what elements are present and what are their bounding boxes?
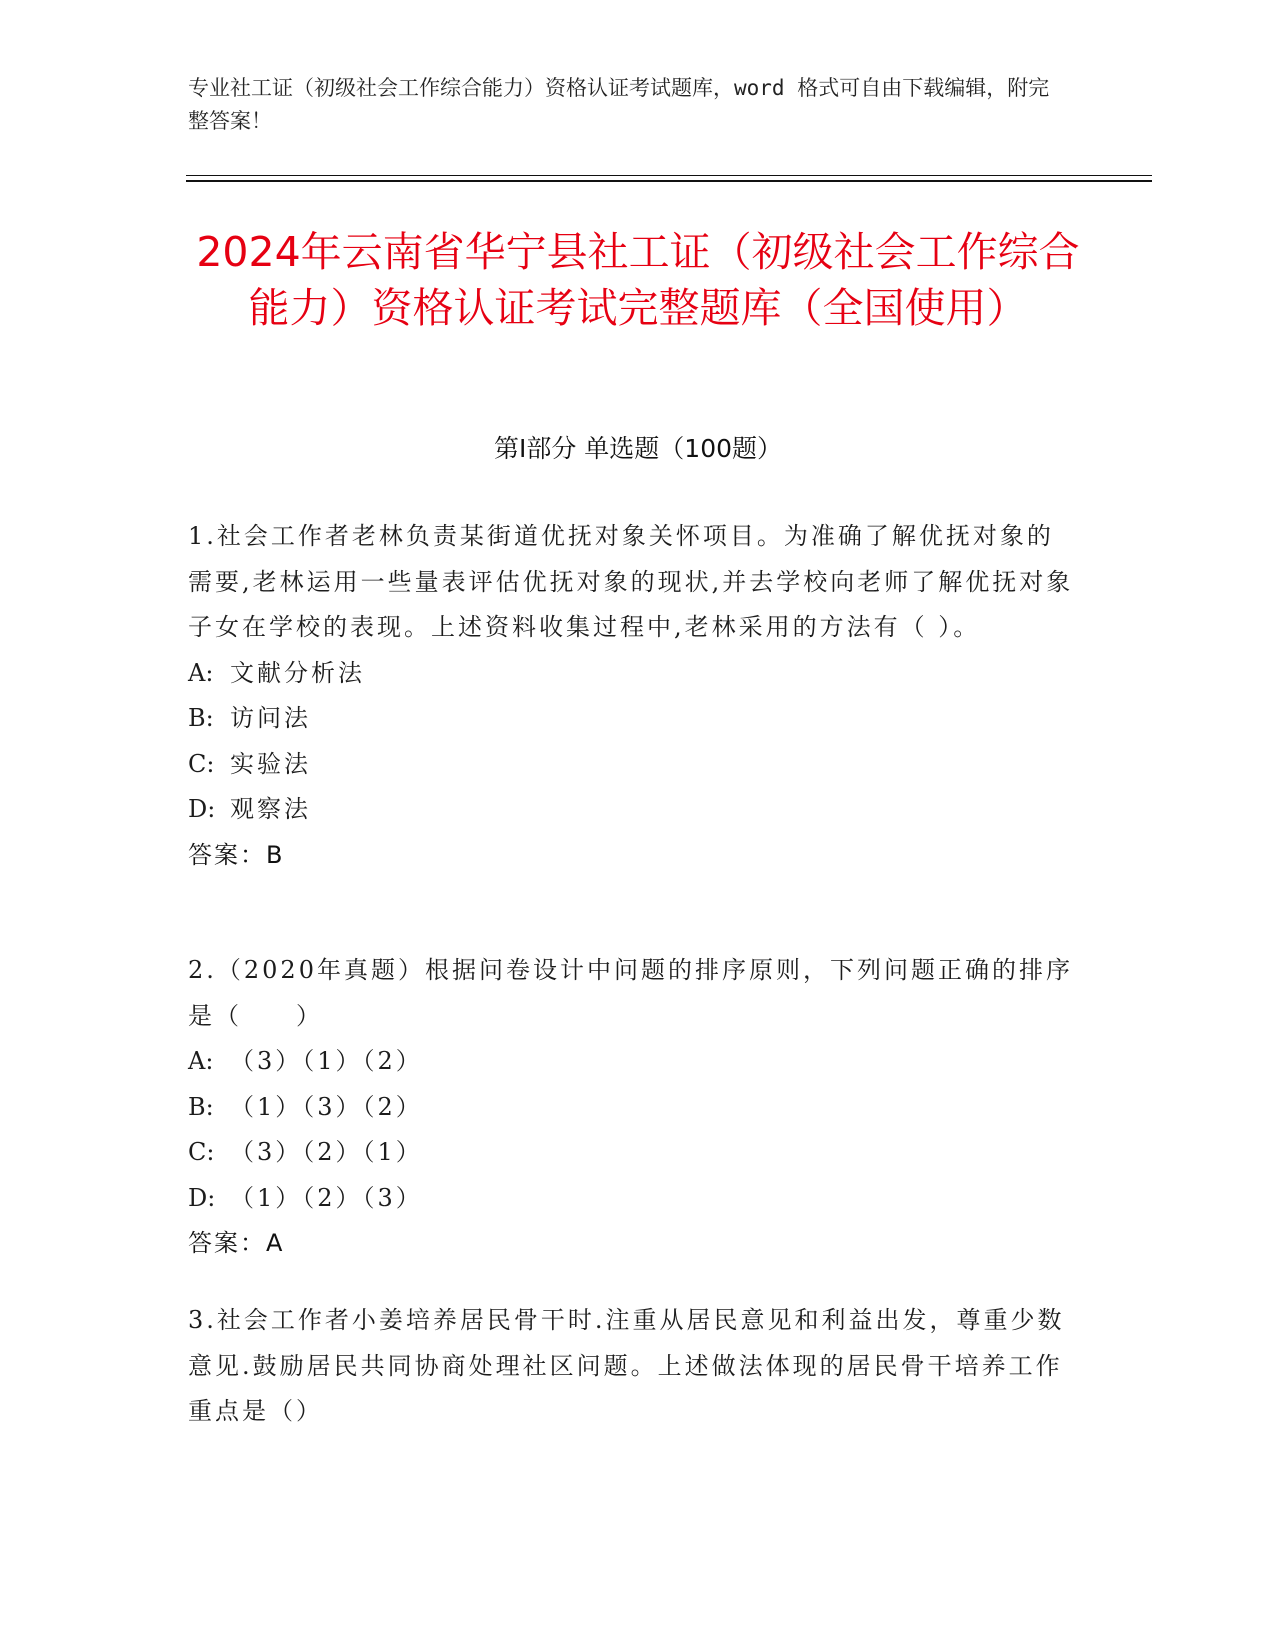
option-letter: B: <box>188 1092 214 1121</box>
option-text: 文献分析法 <box>230 658 365 687</box>
option-text: 实验法 <box>230 749 311 778</box>
question-stem: 3.社会工作者小姜培养居民骨干时.注重从居民意见和利益出发，尊重少数意见.鼓励居民共同协商处理社区问题。上述做法体现的居民骨干培养工作重点是（） <box>188 1306 1065 1425</box>
option-d <box>188 787 1080 833</box>
option-letter: C: <box>188 1138 215 1166</box>
option-letter: C: <box>188 749 215 778</box>
option-text: （1）（3）（2） <box>230 1092 423 1121</box>
option-text: 访问法 <box>230 704 311 732</box>
answer-label: 答案： <box>188 1229 266 1257</box>
option-letter: D: <box>188 1183 216 1212</box>
option-a <box>188 651 1080 697</box>
option-text: 观察法 <box>230 795 311 823</box>
option-a <box>188 1039 1080 1085</box>
section-title: 第Ⅰ部分 单选题（100题） <box>493 434 783 463</box>
question-2 <box>188 948 1080 1266</box>
header-divider-thick <box>186 180 1152 182</box>
option-b <box>188 1085 1080 1131</box>
question-stem: 1.社会工作者老林负责某街道优抚对象关怀项目。为准确了解优抚对象的需要,老林运用一些量表评估优抚对象的现状,并去学校向老师了解优抚对象子女在学校的表现。上述资料收集过程中,老林采用的方法有（ ）。 <box>188 522 1074 641</box>
question-1 <box>188 514 1080 878</box>
answer-value: A <box>266 1229 283 1257</box>
option-text: （1）（2）（3） <box>230 1183 423 1212</box>
document-title: 2024年云南省华宁县社工证（初级社会工作综合能力）资格认证考试完整题库（全国使用） <box>196 228 1080 332</box>
question-stem: 2.（2020年真题）根据问卷设计中问题的排序原则，下列问题正确的排序是（ ） <box>188 956 1073 1030</box>
option-text: （3）（2）（1） <box>230 1138 423 1166</box>
option-b <box>188 696 1080 742</box>
header-divider-thin <box>186 175 1152 176</box>
option-d <box>188 1176 1080 1222</box>
option-letter: D: <box>188 795 216 823</box>
answer-label: 答案： <box>188 840 266 869</box>
option-letter: B: <box>188 704 214 732</box>
option-c <box>188 742 1080 788</box>
answer-value: B <box>266 840 283 869</box>
option-list <box>188 1039 1080 1221</box>
option-letter: A: <box>188 658 214 687</box>
question-3 <box>188 1298 1080 1435</box>
option-letter: A: <box>188 1047 214 1075</box>
answer <box>188 833 1080 878</box>
header-note: 专业社工证（初级社会工作综合能力）资格认证考试题库，word 格式可自由下载编辑，附完整答案！ <box>188 76 1050 133</box>
option-list <box>188 651 1080 833</box>
option-c <box>188 1130 1080 1176</box>
option-text: （3）（1）（2） <box>230 1047 423 1075</box>
answer <box>188 1221 1080 1266</box>
